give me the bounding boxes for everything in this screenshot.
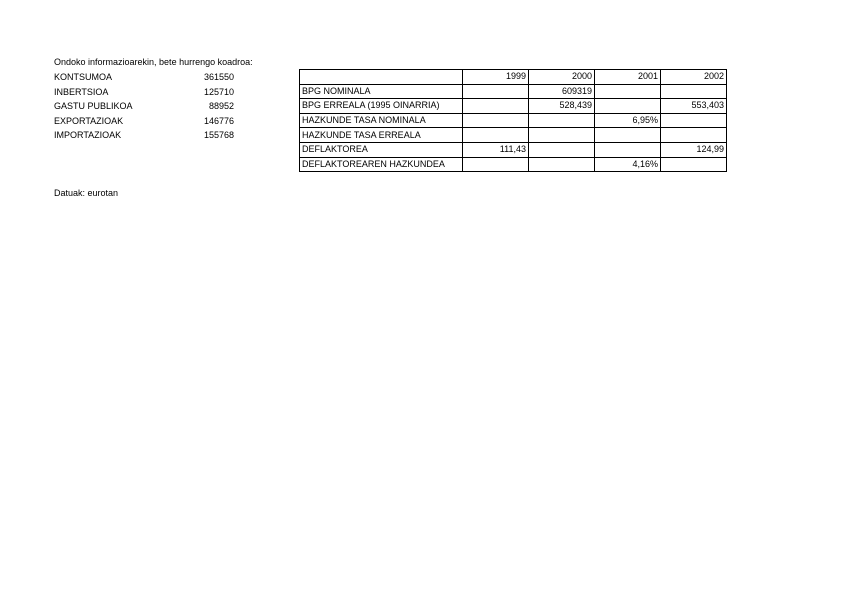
row-label-cell[interactable]: HAZKUNDE TASA ERREALA	[300, 128, 463, 143]
table-cell[interactable]	[595, 84, 661, 99]
item-label: EXPORTAZIOAK	[54, 115, 124, 126]
table-row	[300, 99, 727, 114]
table-row	[300, 142, 727, 157]
row-label-cell[interactable]: DEFLAKTOREAREN HAZKUNDEA	[300, 157, 463, 172]
list-item	[54, 85, 234, 100]
table-cell[interactable]	[463, 113, 529, 128]
item-label: INBERTSIOA	[54, 86, 109, 97]
table-header-row	[300, 70, 727, 85]
table-row	[300, 128, 727, 143]
table-cell[interactable]	[463, 99, 529, 114]
year-header-cell[interactable]: 2002	[661, 70, 727, 85]
item-value: 155768	[203, 130, 234, 141]
item-value: 361550	[203, 72, 234, 82]
intro-text: Ondoko informazioarekin, bete hurrengo koadroa:	[54, 57, 253, 67]
table-cell[interactable]	[661, 128, 727, 143]
table-corner-cell[interactable]	[300, 70, 463, 85]
item-label: GASTU PUBLIKOA	[54, 101, 133, 112]
item-label: KONTSUMOA	[54, 72, 113, 82]
row-label-cell[interactable]: HAZKUNDE TASA NOMINALA	[300, 113, 463, 128]
gdp-table	[299, 69, 727, 172]
table-cell[interactable]: 553,403	[661, 99, 727, 114]
note-text: Datuak: eurotan	[54, 188, 119, 198]
table-row	[300, 157, 727, 172]
list-item	[54, 99, 234, 114]
table-cell[interactable]: 111,43	[463, 142, 529, 157]
table-cell[interactable]	[529, 157, 595, 172]
table-cell[interactable]: 6,95%	[595, 113, 661, 128]
table-cell[interactable]	[463, 128, 529, 143]
year-header-cell[interactable]: 2001	[595, 70, 661, 85]
table-row	[300, 84, 727, 99]
item-value: 125710	[203, 86, 234, 97]
table-cell[interactable]	[661, 84, 727, 99]
item-value: 88952	[208, 101, 234, 112]
item-value: 146776	[203, 115, 234, 126]
row-label-cell[interactable]: BPG ERREALA (1995 OINARRIA)	[300, 99, 463, 114]
list-item	[54, 70, 234, 85]
input-data-list	[54, 70, 234, 143]
table-row	[300, 113, 727, 128]
item-label: IMPORTAZIOAK	[54, 130, 122, 141]
table-cell[interactable]: 609319	[529, 84, 595, 99]
table-cell[interactable]	[529, 113, 595, 128]
table-cell[interactable]	[595, 142, 661, 157]
table-cell[interactable]	[529, 142, 595, 157]
table-cell[interactable]	[661, 157, 727, 172]
list-item	[54, 128, 234, 143]
year-header-cell[interactable]: 2000	[529, 70, 595, 85]
table-cell[interactable]: 4,16%	[595, 157, 661, 172]
table-cell[interactable]	[463, 157, 529, 172]
table-cell[interactable]	[595, 128, 661, 143]
row-label-cell[interactable]: DEFLAKTOREA	[300, 142, 463, 157]
year-header-cell[interactable]: 1999	[463, 70, 529, 85]
table-cell[interactable]: 124,99	[661, 142, 727, 157]
table-cell[interactable]: 528,439	[529, 99, 595, 114]
table-cell[interactable]	[529, 128, 595, 143]
list-item	[54, 114, 234, 129]
table-cell[interactable]	[661, 113, 727, 128]
table-cell[interactable]	[595, 99, 661, 114]
row-label-cell[interactable]: BPG NOMINALA	[300, 84, 463, 99]
table-cell[interactable]	[463, 84, 529, 99]
